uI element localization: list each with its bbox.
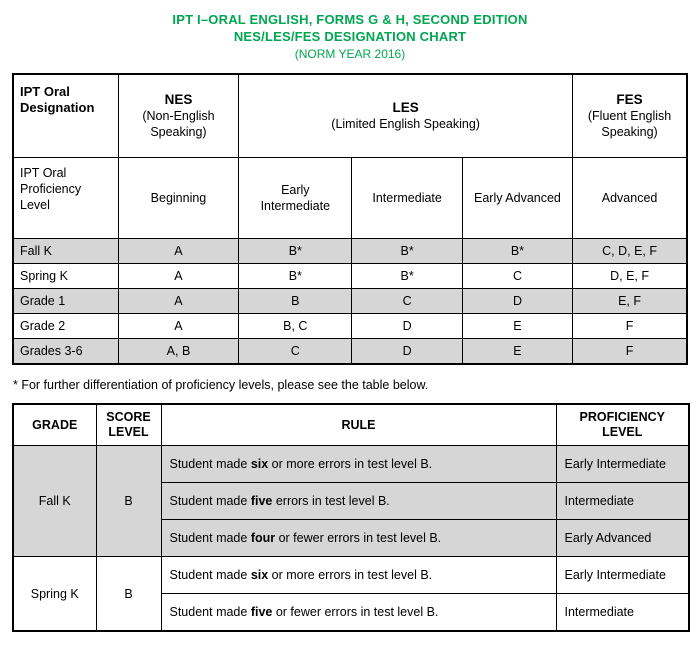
rule-text-prefix: Student made — [169, 605, 251, 619]
rule-text-emphasis: six — [250, 457, 269, 471]
row-cell: A — [118, 264, 238, 289]
rule-text-prefix: Student made — [169, 531, 251, 545]
page-title-line-2: NES/LES/FES DESIGNATION CHART — [233, 29, 467, 44]
rule-proficiency: Early Advanced — [556, 520, 689, 557]
designation-group-nes-expansion: (Non-English Speaking) — [142, 109, 215, 139]
rule-text-suffix: or more errors in test level B. — [268, 568, 433, 582]
row-cell: C — [239, 339, 352, 365]
designation-group-fes-abbr: FES — [616, 92, 643, 107]
page-title-line-3: (NORM YEAR 2016) — [294, 47, 406, 61]
row-grade-label: Grade 2 — [13, 314, 118, 339]
table-row — [13, 289, 687, 314]
rule-text-prefix: Student made — [169, 494, 251, 508]
table-row — [13, 314, 687, 339]
rule-text-emphasis: four — [250, 531, 276, 545]
rule-header-rule: RULE — [161, 404, 556, 446]
row-grade-label: Fall K — [13, 239, 118, 264]
rule-score-level: B — [96, 557, 161, 632]
row-cell: B* — [239, 239, 352, 264]
rule-text-prefix: Student made — [169, 568, 251, 582]
rule-text-emphasis: six — [250, 568, 269, 582]
proficiency-level-early-intermediate: Early Intermediate — [239, 158, 352, 239]
page-title — [0, 0, 700, 63]
row-cell: D — [352, 339, 462, 365]
row-cell: F — [573, 314, 687, 339]
rule-text-emphasis: five — [250, 494, 273, 508]
row-cell: A — [118, 289, 238, 314]
row-cell: C, D, E, F — [573, 239, 687, 264]
row-cell: C — [462, 264, 572, 289]
row-cell: B* — [352, 239, 462, 264]
proficiency-level-beginning: Beginning — [118, 158, 238, 239]
designation-header-row-label: IPT Oral Designation — [13, 74, 118, 158]
table-row — [13, 446, 689, 483]
designation-header-row-2 — [13, 158, 687, 239]
row-cell: E — [462, 339, 572, 365]
row-grade-label: Spring K — [13, 264, 118, 289]
rule-text — [161, 520, 556, 557]
rule-score-level: B — [96, 446, 161, 557]
rule-table-wrapper — [12, 403, 688, 632]
rule-header-row — [13, 404, 689, 446]
row-cell: B* — [239, 264, 352, 289]
rule-text — [161, 594, 556, 632]
row-cell: A, B — [118, 339, 238, 365]
row-cell: A — [118, 239, 238, 264]
rule-proficiency: Early Intermediate — [556, 557, 689, 594]
rule-text-emphasis: five — [250, 605, 273, 619]
designation-group-les-abbr: LES — [392, 100, 419, 115]
table-row — [13, 557, 689, 594]
rule-proficiency: Early Intermediate — [556, 446, 689, 483]
rule-proficiency: Intermediate — [556, 483, 689, 520]
designation-group-nes-abbr: NES — [164, 92, 193, 107]
rule-grade-label: Spring K — [13, 557, 96, 632]
designation-group-fes — [573, 74, 687, 158]
rule-text-suffix: or fewer errors in test level B. — [272, 605, 439, 619]
row-cell: D — [352, 314, 462, 339]
designation-table — [12, 73, 688, 365]
row-cell: B, C — [239, 314, 352, 339]
row-cell: C — [352, 289, 462, 314]
rule-text-suffix: or more errors in test level B. — [268, 457, 433, 471]
table-row — [13, 339, 687, 365]
proficiency-level-advanced: Advanced — [573, 158, 687, 239]
row-cell: E — [462, 314, 572, 339]
designation-group-les-expansion: (Limited English Speaking) — [331, 117, 480, 131]
rule-proficiency: Intermediate — [556, 594, 689, 632]
designation-table-wrapper — [12, 73, 688, 365]
rule-text-suffix: or fewer errors in test level B. — [275, 531, 442, 545]
rule-grade-label: Fall K — [13, 446, 96, 557]
rule-text-prefix: Student made — [169, 457, 251, 471]
row-grade-label: Grades 3-6 — [13, 339, 118, 365]
rule-table — [12, 403, 690, 632]
rule-text — [161, 446, 556, 483]
row-cell: D, E, F — [573, 264, 687, 289]
page-title-line-1: IPT I–ORAL ENGLISH, FORMS G & H, SECOND EDITION — [172, 12, 528, 27]
rule-header-proficiency-level: PROFICIENCY LEVEL — [556, 404, 689, 446]
proficiency-level-early-advanced: Early Advanced — [462, 158, 572, 239]
footnote-text: * For further differentiation of proficiency levels, please see the table below. — [13, 378, 429, 392]
row-cell: B* — [462, 239, 572, 264]
table-row — [13, 239, 687, 264]
row-cell: E, F — [573, 289, 687, 314]
rule-text-suffix: errors in test level B. — [272, 494, 390, 508]
rule-header-grade: GRADE — [13, 404, 96, 446]
designation-header-row-1 — [13, 74, 687, 158]
row-cell: D — [462, 289, 572, 314]
row-cell: B* — [352, 264, 462, 289]
rule-text — [161, 483, 556, 520]
row-grade-label: Grade 1 — [13, 289, 118, 314]
designation-group-fes-expansion: (Fluent English Speaking) — [587, 109, 672, 139]
proficiency-level-row-label: IPT Oral Proficiency Level — [13, 158, 118, 239]
designation-group-nes — [118, 74, 238, 158]
proficiency-level-intermediate: Intermediate — [352, 158, 462, 239]
rule-text — [161, 557, 556, 594]
rule-header-score-level: SCORE LEVEL — [96, 404, 161, 446]
table-row — [13, 264, 687, 289]
row-cell: F — [573, 339, 687, 365]
designation-group-les — [239, 74, 573, 158]
row-cell: B — [239, 289, 352, 314]
row-cell: A — [118, 314, 238, 339]
